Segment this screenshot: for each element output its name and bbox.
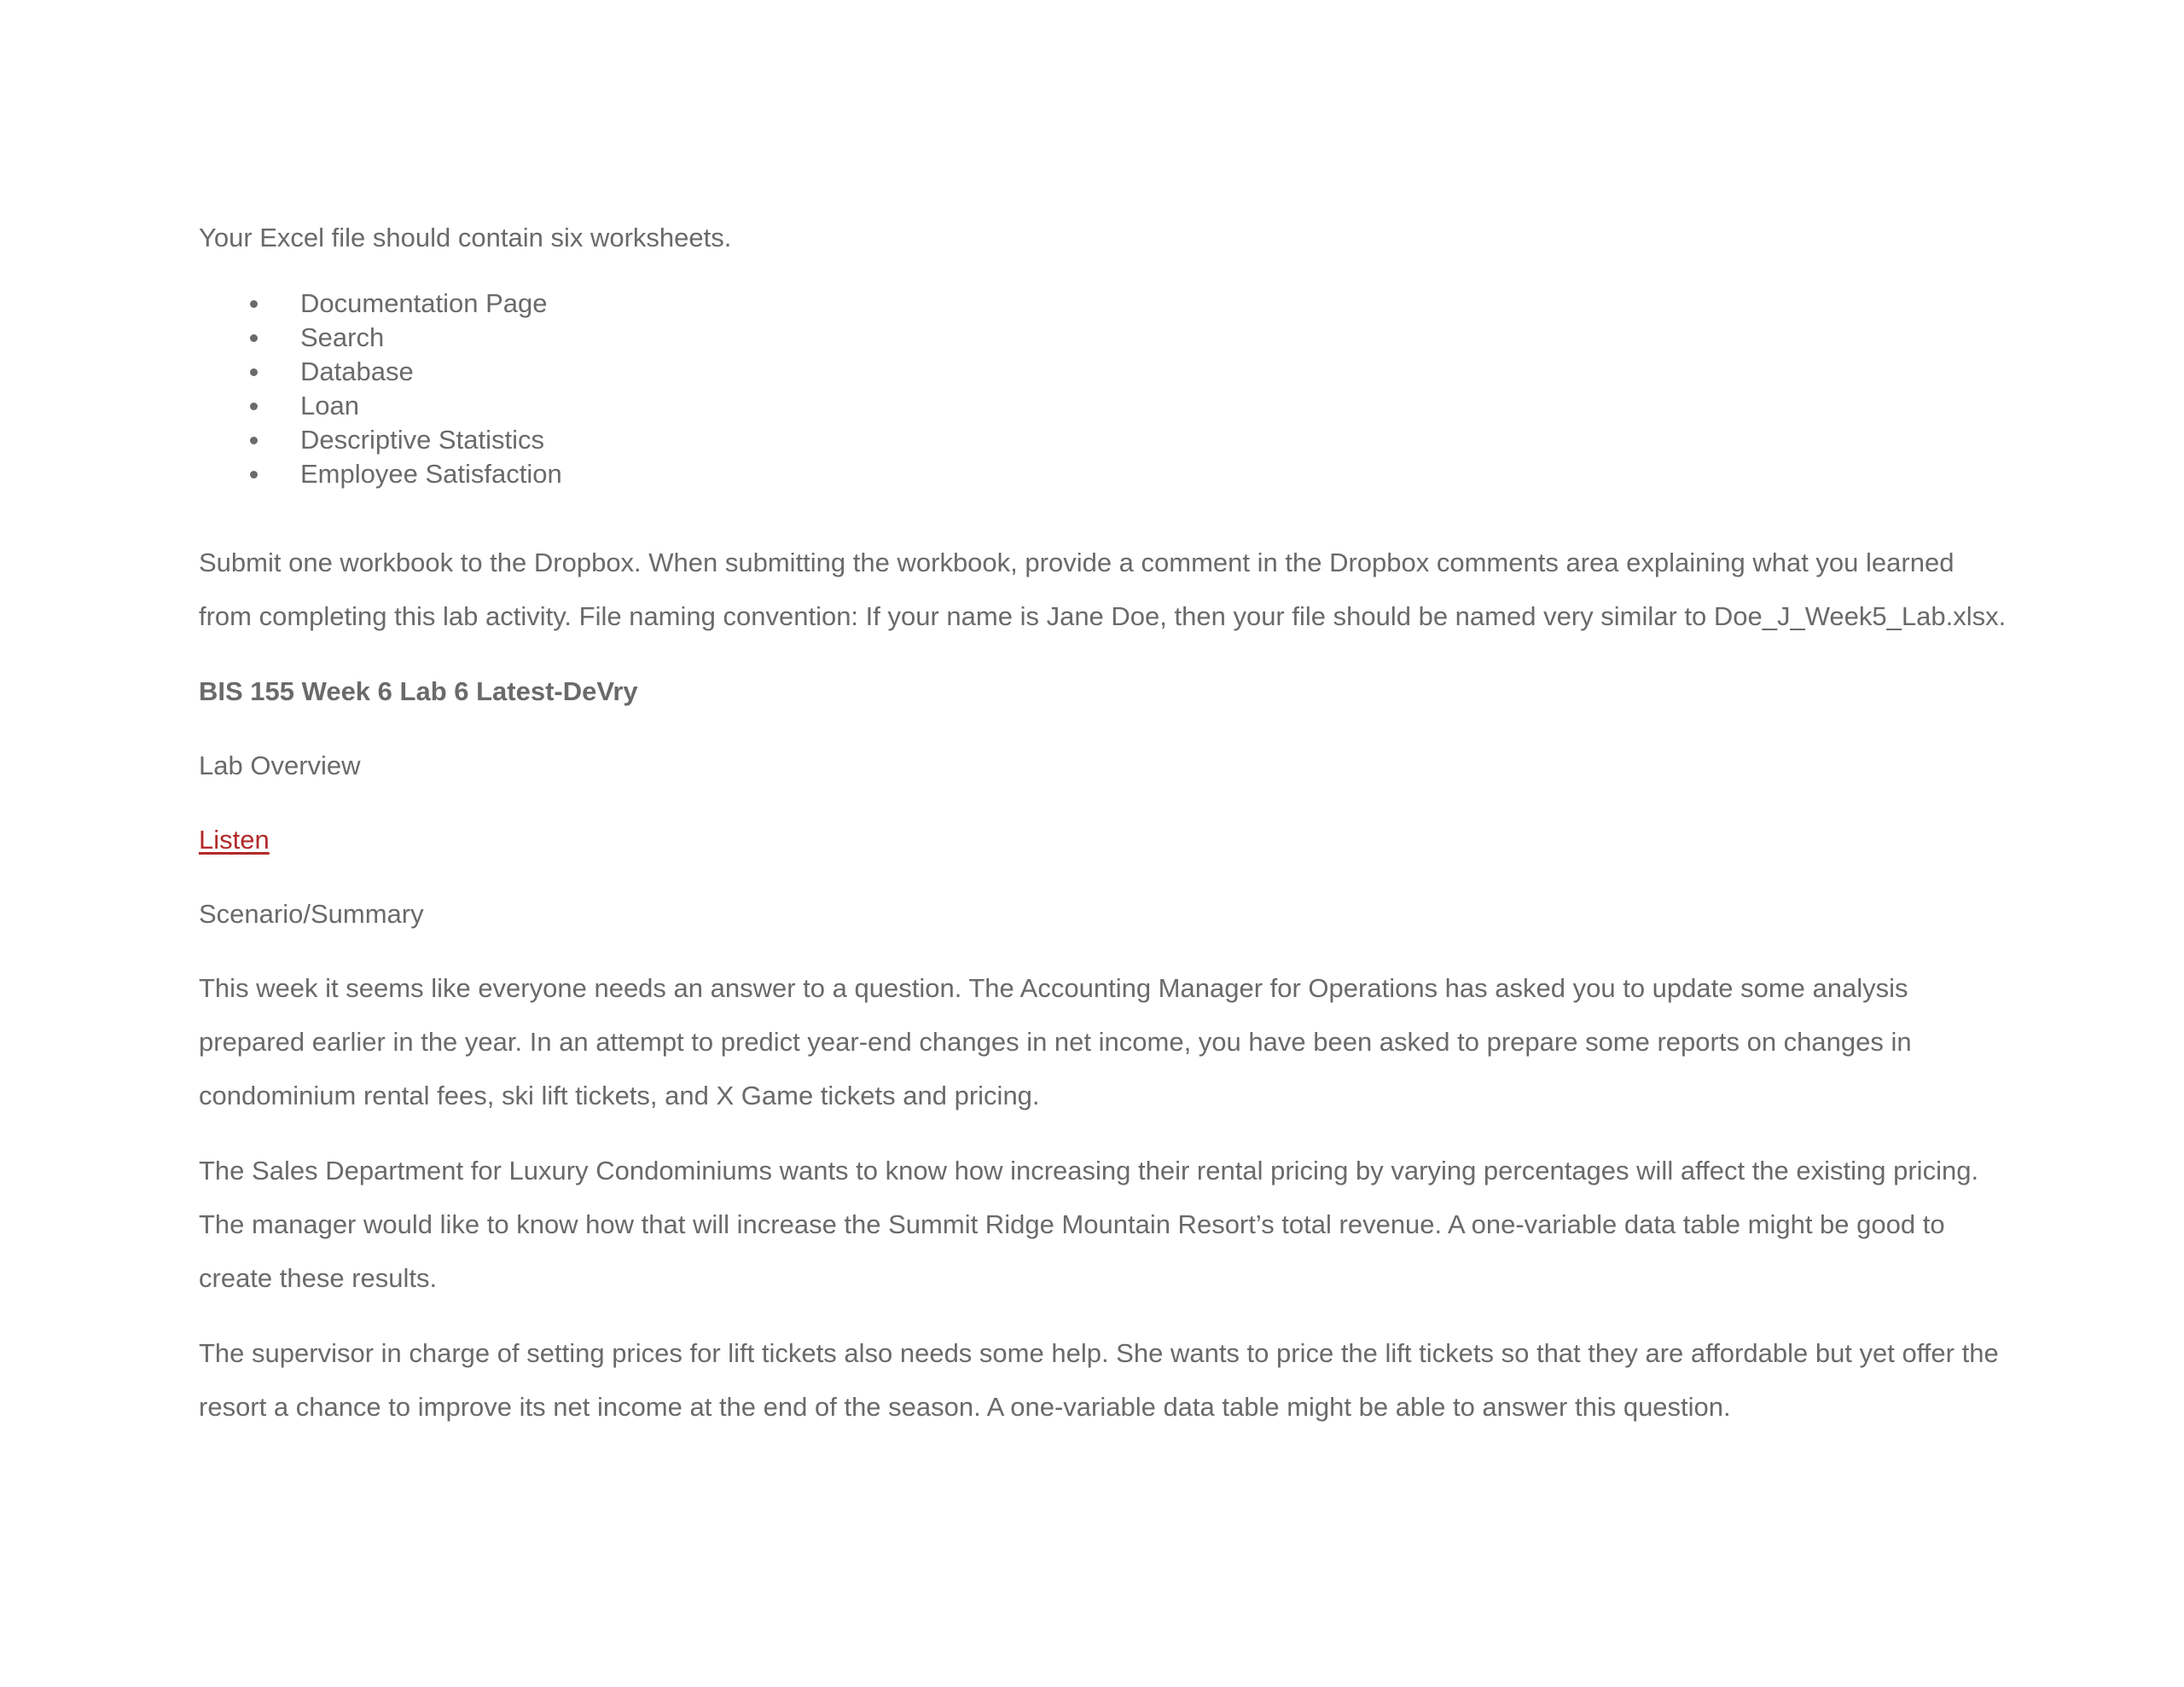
submit-instructions: Submit one workbook to the Dropbox. When submitting the workbook, provide a comment in the Dropbox comments area explaining what you learned from completing this lab activity. File naming convention: If your name is Jane Doe, then your file should be named very similar to Doe_J_Week5_Lab.xlsx.	[199, 548, 2007, 631]
worksheet-label: Search	[300, 322, 385, 352]
list-item	[199, 287, 2007, 321]
scenario-paragraph: This week it seems like everyone needs an answer to a question. The Accounting Manager for Operations has asked you to update some analysis prepared earlier in the year. In an attempt to predict year-end changes in net income, you have been asked to prepare some reports on changes in condominium rental fees, ski lift tickets, and X Game tickets and pricing.	[199, 973, 1912, 1110]
worksheet-label: Database	[300, 357, 414, 386]
list-item	[199, 423, 2007, 457]
listen-link[interactable]: Listen	[199, 825, 270, 855]
page-title: BIS 155 Week 6 Lab 6 Latest-DeVry	[199, 676, 638, 706]
list-item	[199, 321, 2007, 355]
bullet-icon	[250, 437, 258, 444]
list-item	[199, 355, 2007, 389]
worksheet-label: Employee Satisfaction	[300, 459, 562, 489]
scenario-label: Scenario/Summary	[199, 899, 424, 929]
bullet-icon	[250, 471, 258, 478]
bullet-icon	[250, 403, 258, 410]
worksheet-label: Loan	[300, 391, 359, 420]
bullet-icon	[250, 334, 258, 342]
document-page	[199, 217, 2007, 1434]
intro-text: Your Excel file should contain six worksheets.	[199, 223, 732, 252]
scenario-paragraph: The Sales Department for Luxury Condominiums wants to know how increasing their rental pricing by varying percentages will affect the existing pricing. The manager would like to know how that will increase the Summit Ridge Mountain Resort’s total revenue. A one-variable data table might be good to create these results.	[199, 1156, 1979, 1293]
worksheet-list	[199, 287, 2007, 491]
worksheet-label: Descriptive Statistics	[300, 425, 544, 455]
list-item	[199, 389, 2007, 423]
lab-overview-label: Lab Overview	[199, 751, 361, 780]
bullet-icon	[250, 300, 258, 308]
worksheet-label: Documentation Page	[300, 288, 548, 318]
bullet-icon	[250, 368, 258, 376]
list-item	[199, 457, 2007, 491]
scenario-paragraph: The supervisor in charge of setting prices for lift tickets also needs some help. She wants to price the lift tickets so that they are affordable but yet offer the resort a chance to improve its net income at the end of the season. A one-variable data table might be able to answer this question.	[199, 1338, 1999, 1422]
